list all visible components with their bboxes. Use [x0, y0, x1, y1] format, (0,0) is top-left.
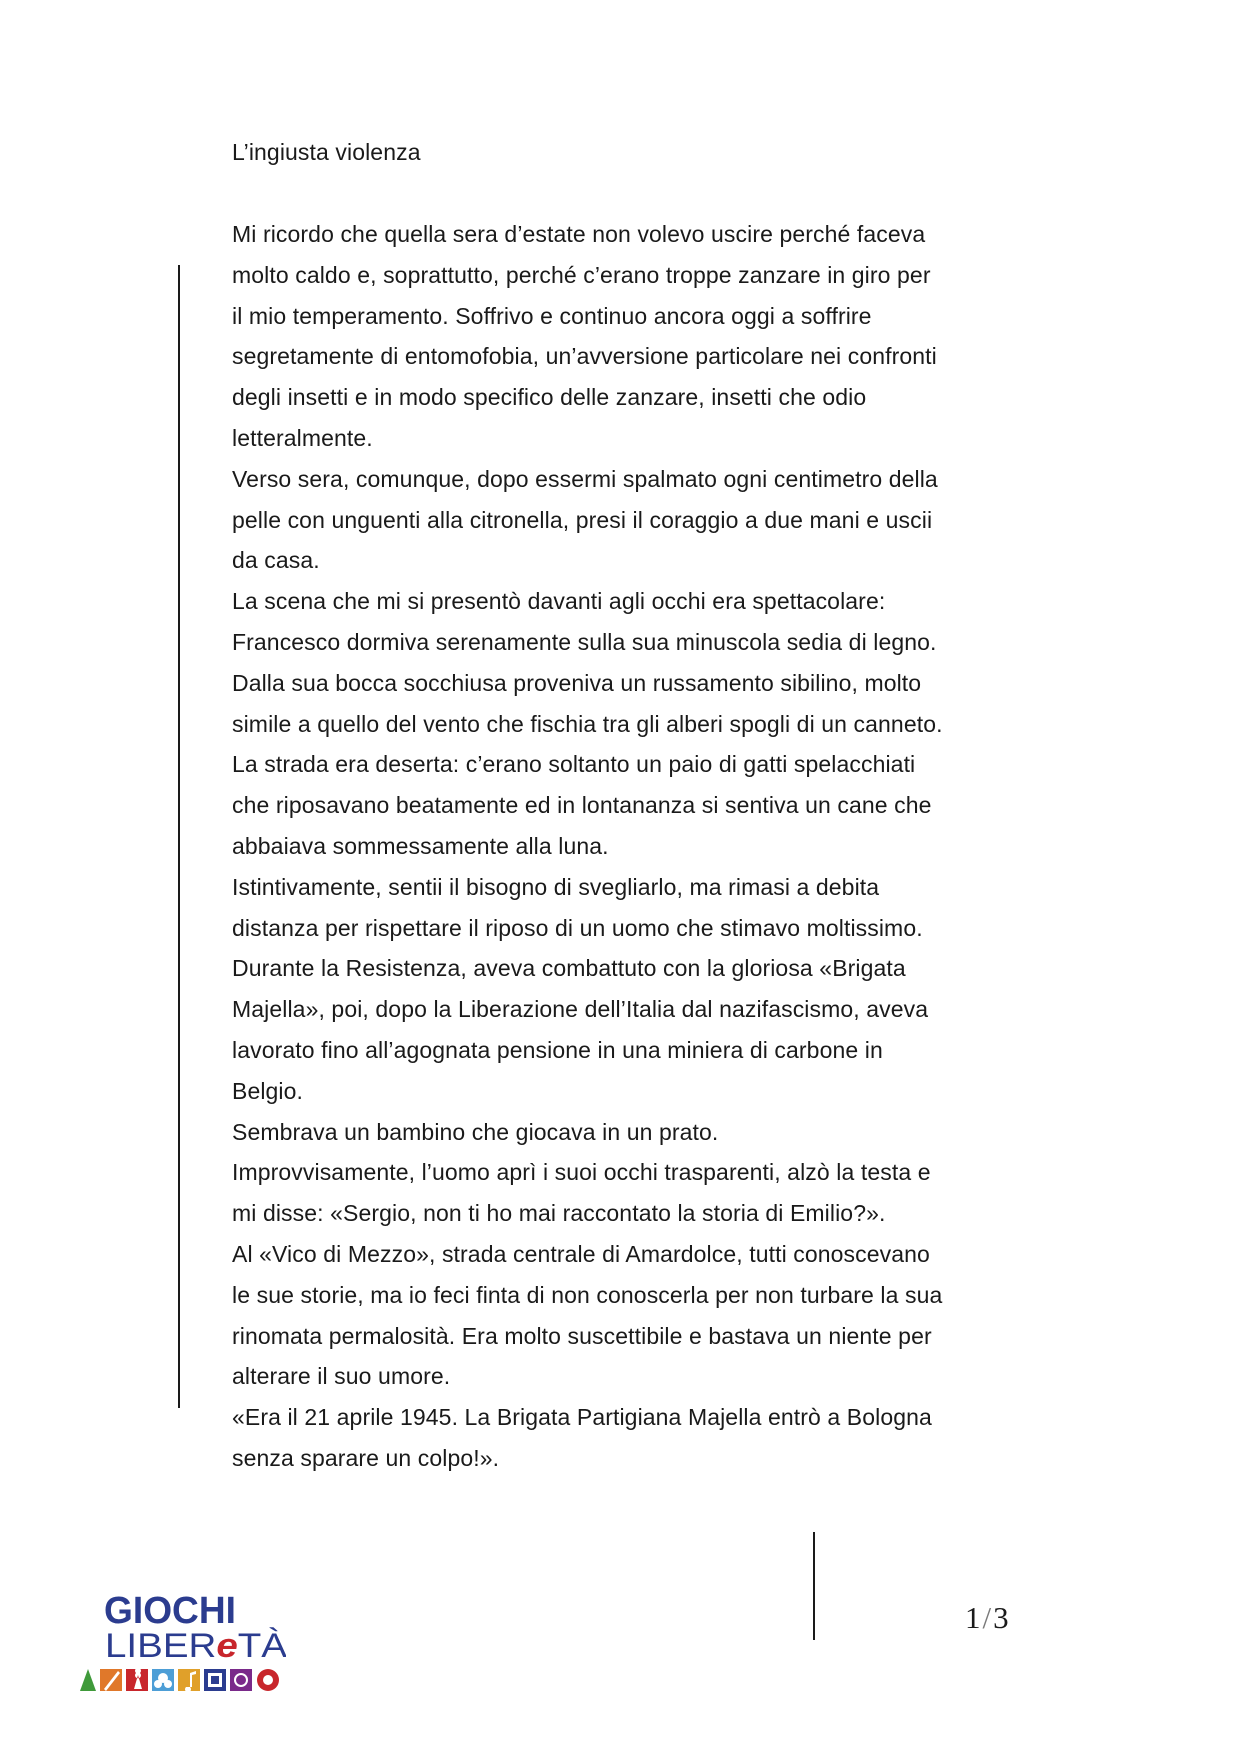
- body-line: Verso sera, comunque, dopo essermi spalmato ogni centimetro della: [232, 465, 938, 492]
- body-line: Dalla sua bocca socchiusa proveniva un russamento sibilino, molto: [232, 669, 922, 696]
- document-title: L’ingiusta violenza: [232, 139, 421, 165]
- body-line: rinomata permalosità. Era molto suscettibile e bastava un niente per: [232, 1322, 932, 1349]
- body-line: distanza per rispettare il riposo di un uomo che stimavo moltissimo.: [232, 914, 923, 941]
- body-line: pelle con unguenti alla citronella, presi il coraggio a due mani e uscii: [232, 506, 933, 533]
- logo-word-ta: TÀ: [237, 1627, 282, 1665]
- body-line: Belgio.: [232, 1077, 304, 1104]
- body-line: alterare il suo umore.: [232, 1363, 451, 1390]
- body-line: lavorato fino all’agognata pensione in una miniera di carbone in: [232, 1036, 883, 1063]
- left-margin-rule: [178, 265, 180, 1408]
- logo-icon-strip: [76, 1665, 286, 1693]
- body-line: La scena che mi si presentò davanti agli occhi era spettacolare:: [232, 588, 886, 615]
- body-line: senza sparare un colpo!».: [232, 1444, 500, 1471]
- body-line: da casa.: [232, 547, 320, 574]
- body-line: simile a quello del vento che fischia tra gli alberi spogli di un canneto.: [232, 710, 943, 737]
- logo-word-giochi: GIOCHI: [104, 1590, 236, 1632]
- page-total: 3: [993, 1600, 1009, 1635]
- body-line: «Era il 21 aprile 1945. La Brigata Partigiana Majella entrò a Bologna: [232, 1404, 932, 1431]
- body-line: Istintivamente, sentii il bisogno di svegliarlo, ma rimasi a debita: [232, 873, 880, 900]
- footer-divider: [813, 1532, 815, 1640]
- body-line: Majella», poi, dopo la Liberazione dell’Italia dal nazifascismo, aveva: [232, 996, 929, 1023]
- body-line: Mi ricordo che quella sera d’estate non volevo uscire perché faceva: [232, 221, 926, 247]
- body-line: Improvvisamente, l’uomo aprì i suoi occhi trasparenti, alzò la testa e: [232, 1159, 931, 1186]
- body-line: le sue storie, ma io feci finta di non conoscerla per non turbare la sua: [232, 1281, 943, 1308]
- logo-word-liber: LIBER: [105, 1627, 204, 1665]
- body-line: Francesco dormiva serenamente sulla sua minuscola sedia di legno.: [232, 628, 937, 655]
- body-line: mi disse: «Sergio, non ti ho mai raccontato la storia di Emilio?».: [232, 1200, 886, 1227]
- giochi-liberta-logo: [76, 1583, 286, 1693]
- page-number: [965, 1598, 1009, 1638]
- svg-text:LIBEReTÀ: [105, 1627, 286, 1665]
- logo-letter-e: e: [216, 1627, 236, 1665]
- body-text: [232, 214, 1012, 1479]
- body-line: Al «Vico di Mezzo», strada centrale di Amardolce, tutti conoscevano: [232, 1240, 930, 1267]
- body-line: Sembrava un bambino che giocava in un prato.: [232, 1118, 719, 1145]
- body-line: abbaiava sommessamente alla luna.: [232, 832, 609, 859]
- body-line: il mio temperamento. Soffrivo e continuo ancora oggi a soffrire: [232, 302, 872, 329]
- page-current: 1: [965, 1600, 981, 1635]
- body-line: Durante la Resistenza, aveva combattuto con la gloriosa «Brigata: [232, 955, 906, 982]
- body-line: segretamente di entomofobia, un’avversione particolare nei confronti: [232, 343, 937, 370]
- body-line: che riposavano beatamente ed in lontananza si sentiva un cane che: [232, 792, 932, 819]
- body-line: letteralmente.: [232, 424, 373, 451]
- page-separator: /: [982, 1600, 992, 1635]
- body-line: degli insetti e in modo specifico delle zanzare, insetti che odio: [232, 384, 867, 411]
- body-line: La strada era deserta: c’erano soltanto un paio di gatti spelacchiati: [232, 751, 916, 778]
- body-line: molto caldo e, soprattutto, perché c’erano troppe zanzare in giro per: [232, 261, 931, 288]
